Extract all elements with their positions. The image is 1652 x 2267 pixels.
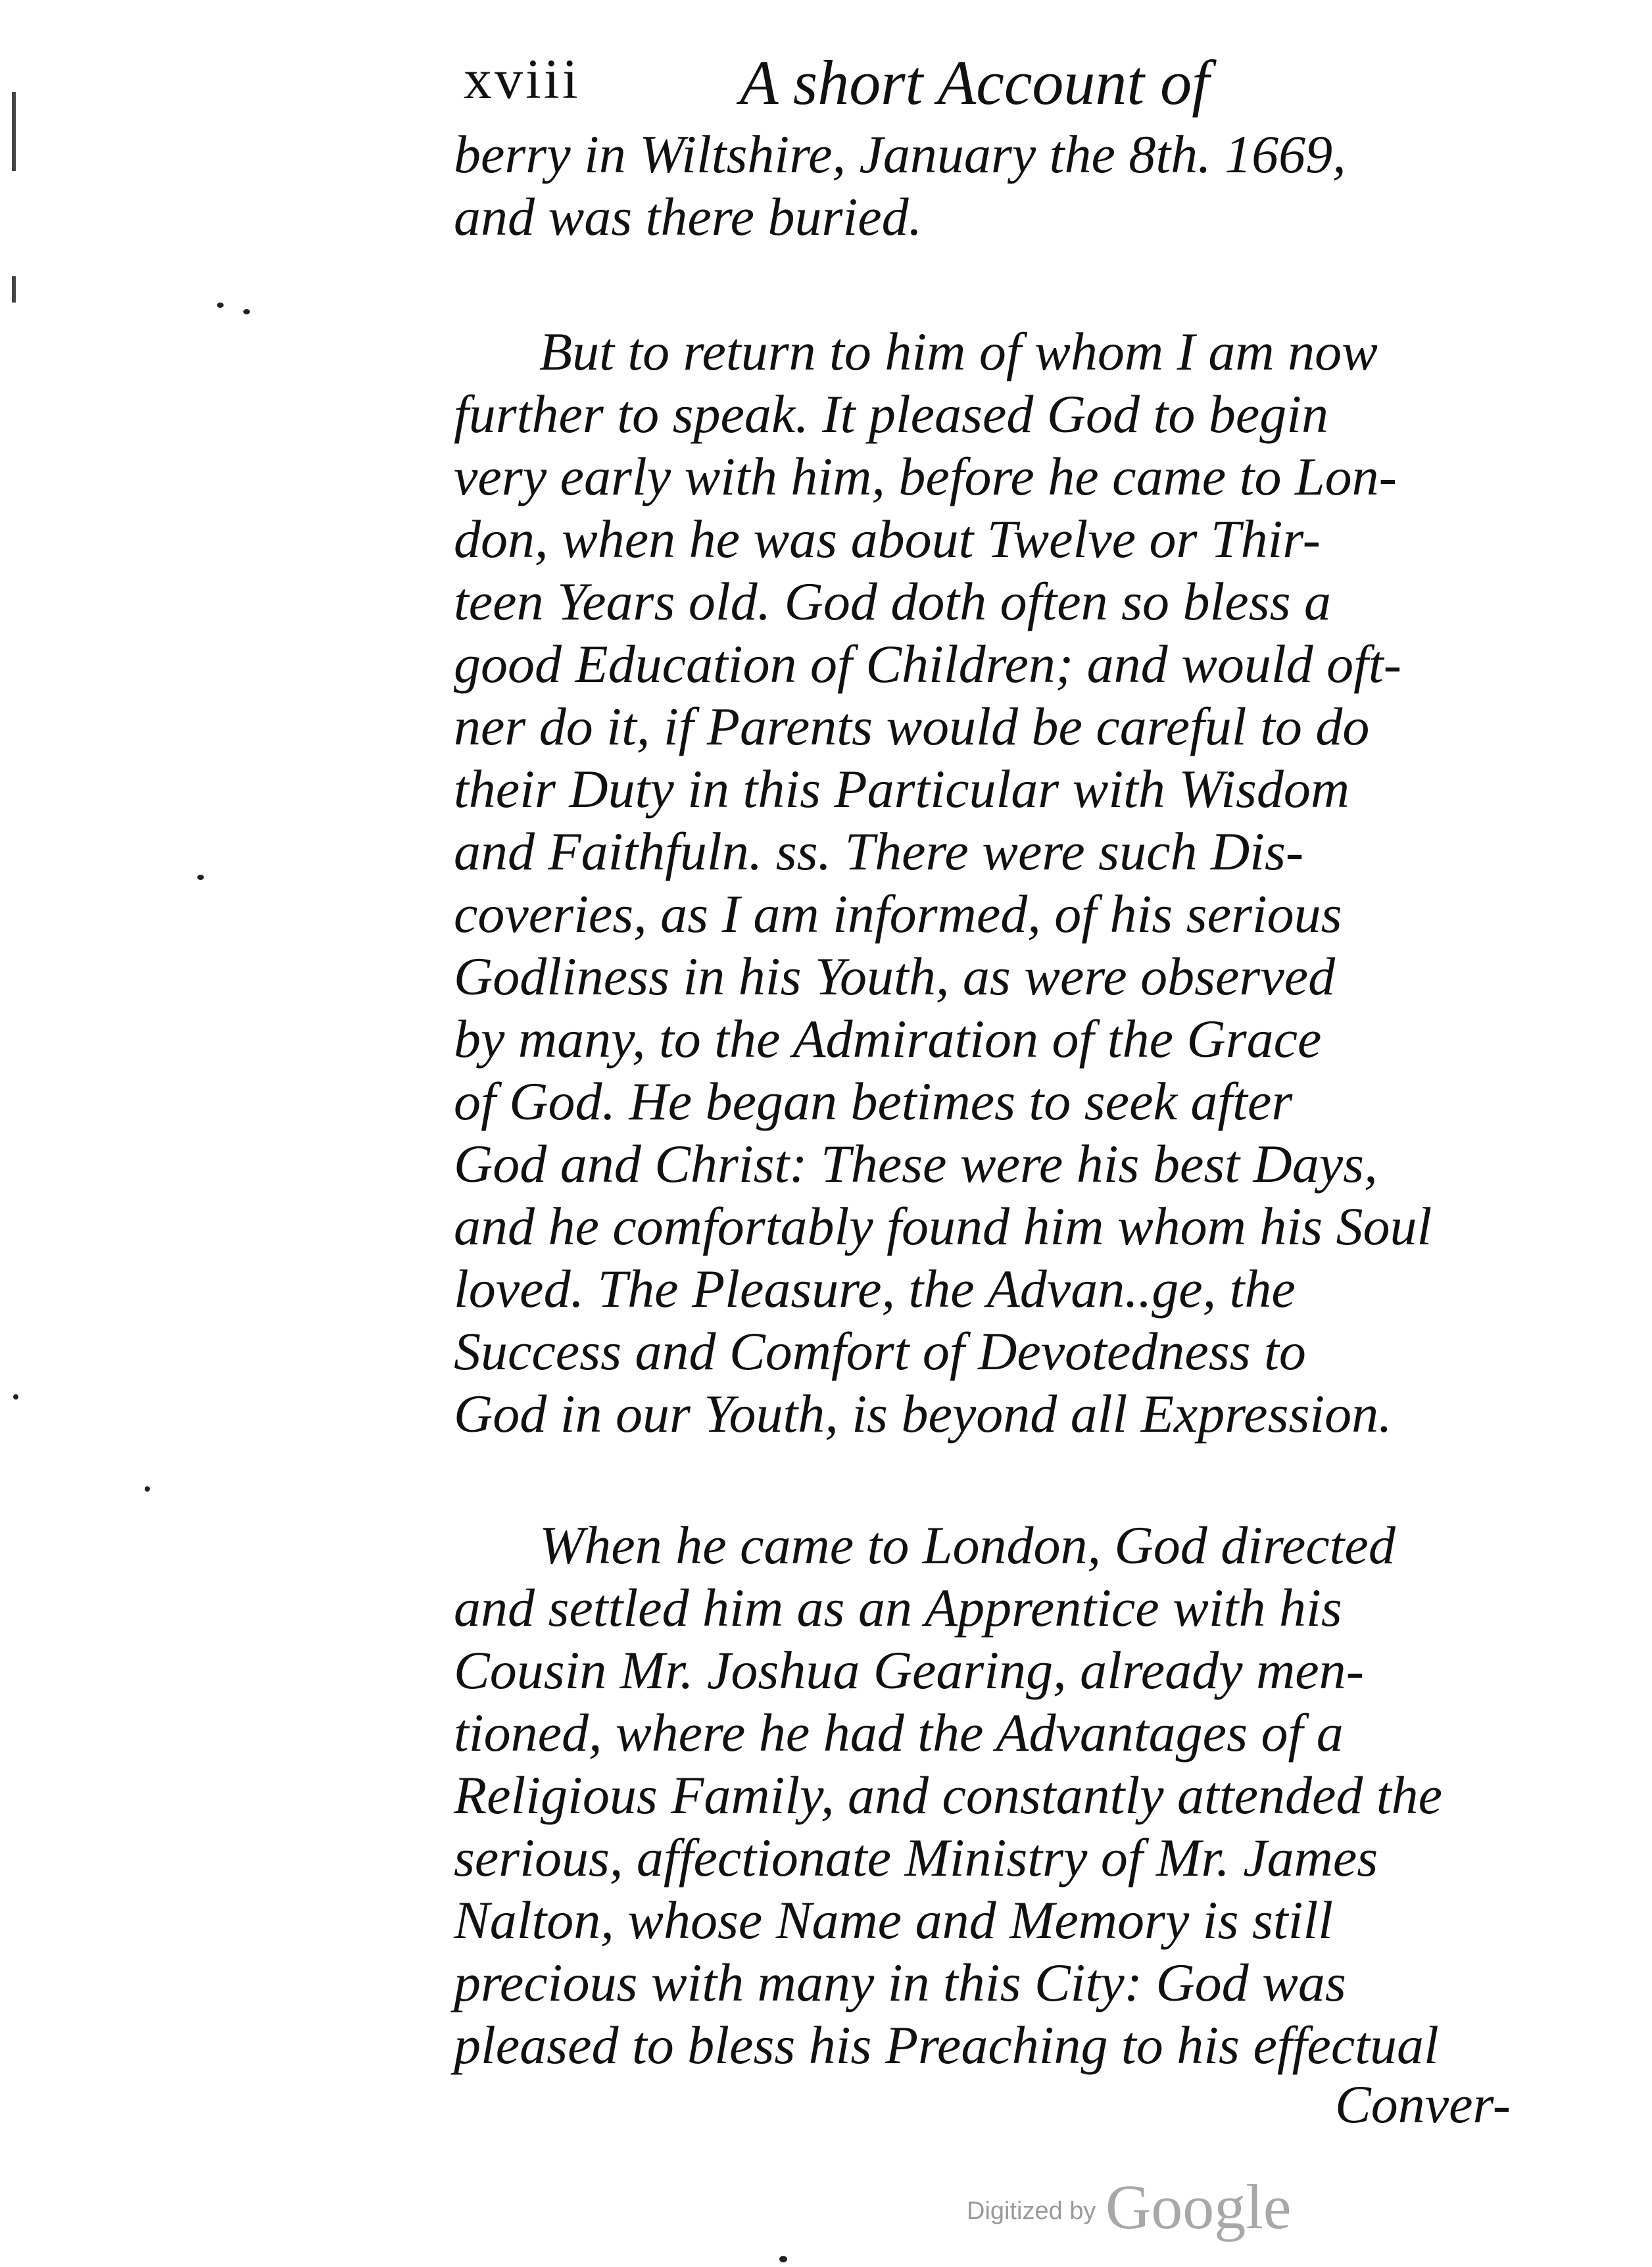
text-line: But to return to him of whom I am now (539, 322, 1378, 381)
page-number: xviii (464, 47, 581, 110)
text-line: Godliness in his Youth, as were observed (454, 946, 1336, 1006)
margin-edge (12, 92, 16, 171)
text-line: of God. He began betimes to seek after (454, 1071, 1293, 1131)
text-line: good Education of Children; and would oft- (454, 634, 1402, 694)
text-line: precious with many in this City: God was (454, 1953, 1346, 2012)
text-line: ner do it, if Parents would be careful to do (454, 696, 1370, 756)
digitized-watermark (967, 2170, 1291, 2243)
text-line: God in our Youth, is beyond all Expression. (454, 1384, 1392, 1444)
text-line: tioned, where he had the Advantages of a (454, 1703, 1344, 1763)
margin-edge (12, 276, 16, 303)
text-line: God and Christ: These were his best Days, (454, 1134, 1378, 1194)
ink-speck (243, 309, 250, 314)
page-header (464, 33, 1516, 132)
catchword: Conver- (1335, 2074, 1511, 2134)
text-line: Cousin Mr. Joshua Gearing, already men- (454, 1640, 1364, 1700)
text-line: Nalton, whose Name and Memory is still (454, 1890, 1334, 1950)
text-line: and he comfortably found him whom his Soul (454, 1196, 1432, 1256)
text-line: their Duty in this Particular with Wisdom (454, 759, 1350, 819)
google-logo: Google (1105, 2172, 1292, 2242)
running-head: A short Account of (740, 47, 1209, 118)
text-line: teen Years old. God doth often so bless a (454, 572, 1332, 631)
ink-speck (13, 1394, 18, 1400)
text-line: Religious Family, and constantly attended the (454, 1765, 1443, 1825)
text-line: loved. The Pleasure, the Advan..ge, the (454, 1259, 1296, 1319)
text-line: berry in Wiltshire, January the 8th. 1669, (454, 124, 1346, 184)
ink-speck (145, 1486, 150, 1492)
ink-speck (779, 2256, 787, 2262)
ink-speck (197, 875, 204, 880)
digitized-by-text: Digitized by (967, 2197, 1096, 2225)
text-line: and Faithfuln. ss. There were such Dis- (454, 821, 1304, 881)
text-line: and settled him as an Apprentice with his (454, 1578, 1342, 1638)
text-line: coveries, as I am informed, of his serious (454, 884, 1342, 944)
text-line: and was there buried. (454, 187, 923, 247)
text-line: Success and Comfort of Devotedness to (454, 1321, 1306, 1381)
text-line: further to speak. It pleased God to begin (454, 384, 1329, 444)
ink-speck (217, 303, 224, 308)
text-line: When he came to London, God directed (539, 1515, 1396, 1575)
text-line: pleased to bless his Preaching to his effectual (454, 2015, 1439, 2075)
text-line: don, when he was about Twelve or Thir- (454, 509, 1321, 569)
text-line: by many, to the Admiration of the Grace (454, 1009, 1322, 1069)
text-line: serious, affectionate Ministry of Mr. James (454, 1828, 1378, 1888)
text-line: very early with him, before he came to Lon- (454, 447, 1397, 506)
